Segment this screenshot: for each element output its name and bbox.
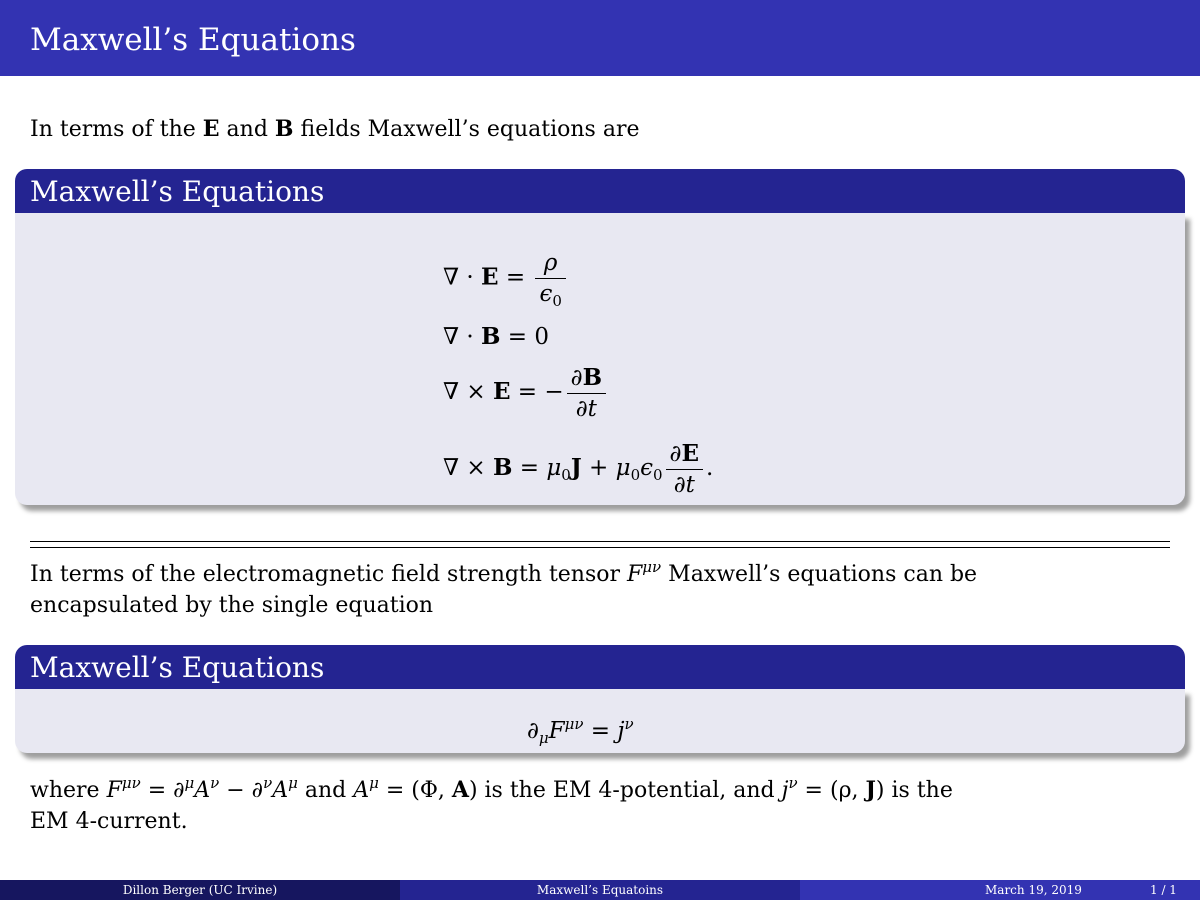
frame-title: Maxwell’s Equations	[0, 0, 1200, 76]
covariant-equation: $\partial_\mu F^{\mu\nu} = j^\nu$	[527, 715, 634, 747]
block-title: Maxwell’s Equations	[15, 645, 1185, 689]
gauss-law-equation: ∇ · E = $\frac{\rho}{\epsilon_0}$	[443, 250, 569, 307]
definitions-text: where $F^{\mu\nu} = \partial^\mu A^\nu - \partial^\nu A^\mu$ and $A^\mu = (\Phi$, A) is the EM 4-potential, and $j^\nu = (\rho$, J) is the EM 4-current.	[30, 774, 953, 834]
footer-date: March 19, 2019	[985, 883, 1082, 897]
faraday-law-equation: ∇ × E = − $\frac{\partial B}{\partial t}$	[443, 364, 609, 422]
footer-author: Dillon Berger (UC Irvine)	[0, 880, 400, 900]
divider-line-top	[30, 541, 1170, 542]
divider-line-bottom	[30, 547, 1170, 548]
e-symbol: E	[202, 116, 220, 142]
gauss-magnetism-equation: ∇ · B = 0	[443, 323, 549, 350]
footer-right	[800, 880, 1200, 900]
footer-title: Maxwell’s Equatoins	[400, 880, 800, 900]
footer	[0, 880, 1200, 900]
footer-page-number: 1 / 1	[1150, 883, 1177, 897]
b-symbol: B	[274, 116, 294, 142]
block-title: Maxwell’s Equations	[15, 169, 1185, 213]
intro-text: In terms of the E and B fields Maxwell’s equations are	[30, 116, 640, 142]
tensor-intro-text: In terms of the electromagnetic field strength tensor $F^{\mu\nu}$ Maxwell’s equations can be encapsulated by the single equation	[30, 558, 978, 618]
ampere-maxwell-equation: ∇ × $B = \mu_0J + \mu_0\epsilon_0$ $\frac{\partial E}{\partial t}$ .	[443, 440, 714, 498]
